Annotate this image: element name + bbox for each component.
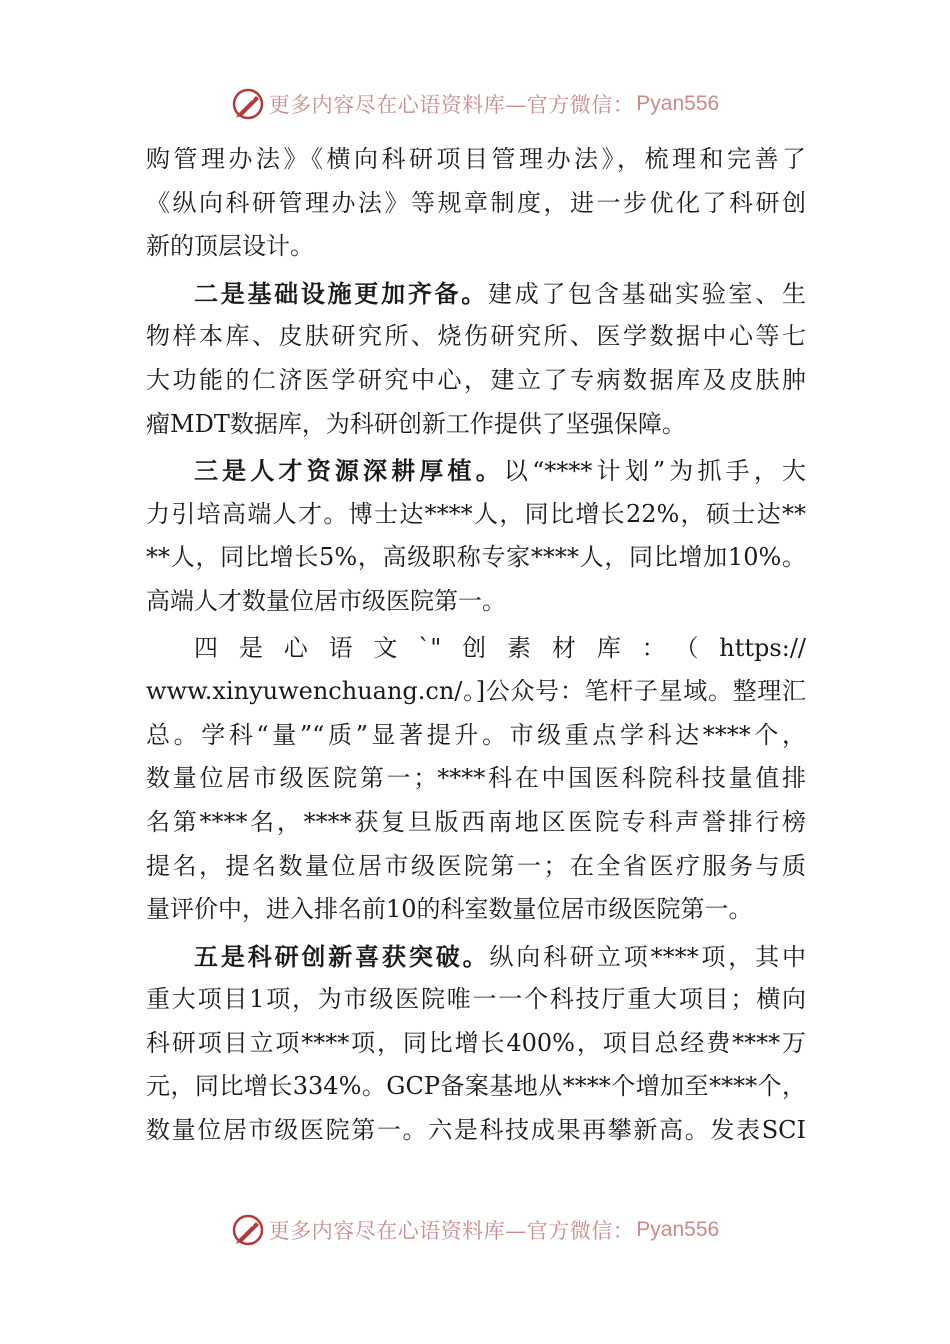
- text-line: 二是基础设施更加齐备。建成了包含基础实验室、生: [194, 278, 806, 308]
- text-line: 大功能的仁济医学研究中心，建立了专病数据库及皮肤肿: [146, 365, 806, 394]
- text-line: 高端人才数量位居市级医院第一。: [146, 586, 506, 615]
- text-line: 名第****名，****获复旦版西南地区医院专科声誉排行榜: [146, 807, 806, 836]
- text-line: 总。学科“量”“质”显著提升。市级重点学科达****个，: [146, 720, 806, 749]
- watermark-text: 更多内容尽在心语资料库—官方微信：: [268, 1219, 635, 1243]
- text-line-url: www.xinyuwenchuang.cn/。]公众号：笔杆子星域。整理汇: [146, 677, 806, 706]
- paragraph-disciplines: [146, 627, 806, 932]
- paragraph-heading: 三是人才资源深耕厚植。: [194, 456, 504, 486]
- text-line: 力引培高端人才。博士达****人，同比增长22%，硕士达**: [146, 499, 806, 528]
- text-line: 元，同比增长334%。GCP备案基地从****个增加至****个，: [146, 1072, 806, 1101]
- pen-logo-icon: [231, 87, 265, 121]
- paragraph-heading: 二是基础设施更加齐备。: [194, 278, 488, 308]
- text-line: 《纵向科研管理办法》等规章制度，进一步优化了科研创: [146, 188, 806, 217]
- paragraph-infrastructure: [146, 272, 806, 446]
- text-line: 数量位居市级医院第一；****科在中国医科院科技量值排: [146, 764, 806, 793]
- text-line: 购管理办法》《横向科研项目管理办法》，梳理和完善了: [146, 145, 806, 173]
- text-line: 五是科研创新喜获突破。纵向科研立项****项，其中: [194, 941, 806, 971]
- paragraph-talent: [146, 449, 806, 623]
- watermark-wechat-id: Pyan556: [636, 1218, 720, 1241]
- paragraph-heading: 五是科研创新喜获突破。: [194, 941, 490, 971]
- text-line: 重大项目1项，为市级医院唯一一个科技厅重大项目；横向: [146, 985, 806, 1014]
- text-line: 瘤MDT数据库，为科研创新工作提供了坚强保障。: [146, 409, 686, 438]
- watermark-text: 更多内容尽在心语资料库—官方微信：: [268, 93, 635, 117]
- text-line: 提名，提名数量位居市级医院第一；在全省医疗服务与质: [146, 851, 806, 880]
- paragraph-research: [146, 935, 806, 1153]
- pen-logo-icon: [231, 1213, 265, 1247]
- watermark-banner-bottom: [0, 1210, 950, 1250]
- text-line: 数量位居市级医院第一。六是科技成果再攀新高。发表SCI: [146, 1116, 806, 1145]
- document-body: [146, 138, 806, 1153]
- watermark-wechat-id: Pyan556: [636, 92, 720, 115]
- text-line: **人，同比增长5%，高级职称专家****人，同比增加10%。: [146, 543, 806, 572]
- text-line: 四是心语文`"创素材库：（https://: [194, 633, 806, 662]
- watermark-banner-top: [0, 84, 950, 124]
- text-line: 量评价中，进入排名前10的科室数量位居市级医院第一。: [146, 895, 753, 924]
- paragraph-regulations: [146, 138, 806, 269]
- text-line: 科研项目立项****项，同比增长400%，项目总经费****万: [146, 1028, 806, 1057]
- text-line: 物样本库、皮肤研究所、烧伤研究所、医学数据中心等七: [146, 322, 806, 351]
- text-line: 三是人才资源深耕厚植。以“****计划”为抓手，大: [194, 456, 806, 486]
- text-line: 新的顶层设计。: [146, 232, 314, 261]
